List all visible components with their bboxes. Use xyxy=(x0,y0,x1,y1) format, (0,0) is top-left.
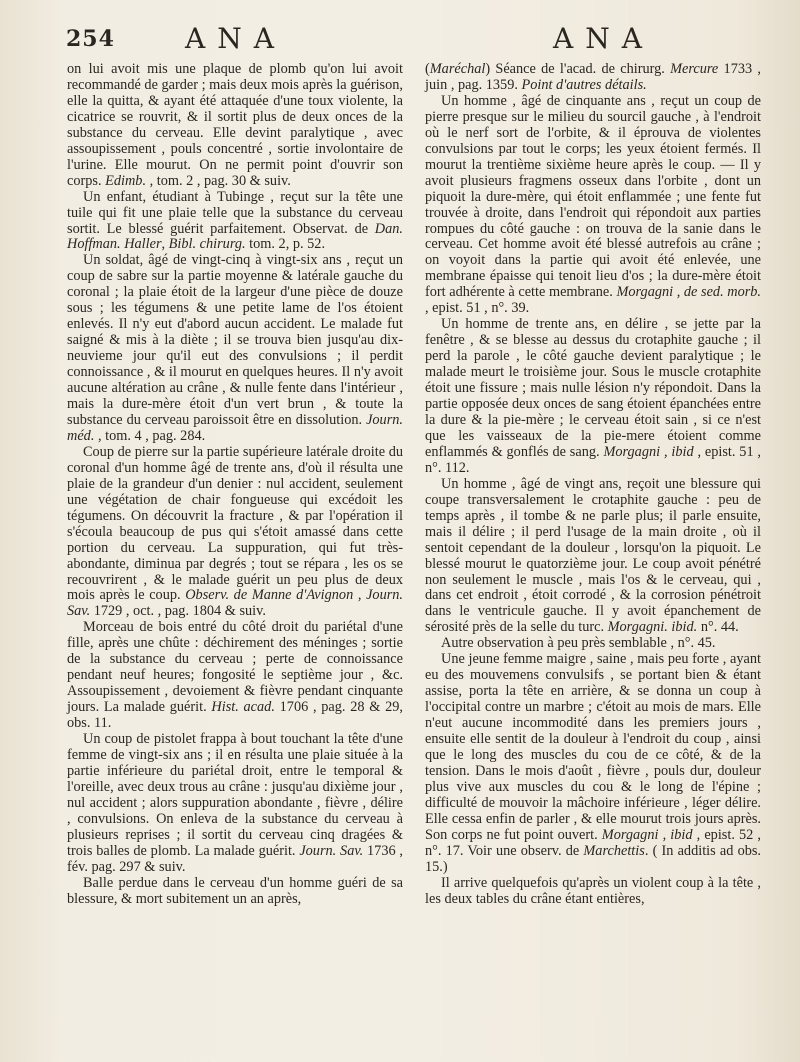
italic-citation: Journ. méd. xyxy=(67,411,403,444)
italic-citation: Morgagni. ibid. xyxy=(607,619,698,636)
text-run: Il arrive quelquefois qu'après un violent coup à la tête , les deux tables du crâne étant entières, xyxy=(425,874,761,907)
paragraph xyxy=(67,253,403,444)
text-run: 1736 , fév. pag. 297 & suiv. xyxy=(67,842,404,875)
text-run: , epist. 51 , n°. 112. xyxy=(425,443,762,476)
text-run: ( xyxy=(425,61,430,77)
italic-citation: Observ. de Manne d'Avignon , Journ. Sav. xyxy=(67,587,404,620)
text-run: , epist. 51 , n°. 39. xyxy=(425,300,530,317)
page-header xyxy=(0,18,800,58)
italic-citation: Maréchal xyxy=(429,61,486,77)
text-run: 1729 , oct. , pag. 1804 & suiv. xyxy=(90,603,266,620)
text-run: Balle perdue dans le cerveau d'un homme guéri de sa blessure, & mort subitement un an après, xyxy=(67,874,403,907)
italic-citation: Point d'autres détails. xyxy=(521,76,647,93)
text-run: , epist. 52 , n°. 17. Voir une observ. de xyxy=(425,826,762,859)
paragraph xyxy=(67,732,403,876)
paragraph xyxy=(425,652,761,875)
text-run: Un soldat, âgé de vingt-cinq à vingt-six ans , reçut un coup de sabre sur la partie moyenne & latérale gauche du coronal ; la plaie étoit de la largeur d'une pièce de douze sous ; les tégumens & une petite lame de l'os étoient enlevés. Il n'y eut d'abord aucun accident. Le malade fut saigné & mis à la diète ; il se trouva bien jusqu'au dix-neuvieme jour qu'il eut des convulsions ; il perdit connoissance , & il mourut en quelques heures. Il n'y avoit aucune altération au crâne , & nulle fente dans l'intérieur , mais la dure-mère étoit d'un vert brun , & toute la substance du cerveau paroissoit être en dissolution. xyxy=(67,252,403,428)
paragraph xyxy=(67,620,403,732)
text-run: Un coup de pistolet frappa à bout touchant la tête d'une femme de vingt-six ans ; il en résulta une plaie située à la partie inférieure du pariétal droit, entre le temporal & l'oreille, avec deux trous au crâne : jusqu'au dixième jour , nul accident ; alors suppuration abondante , fièvre , délire , convulsions. On enleva de la substance du cerveau à plusieurs reprises ; il sortit du cerveau cinq dragées & trois balles de plomb. La malade guérit. xyxy=(67,731,403,859)
text-run: , tom. 2 , pag. 30 & suiv. xyxy=(146,172,291,189)
italic-citation: Morgagni , de sed. morb. xyxy=(616,284,762,301)
running-title-right: ANA xyxy=(553,22,654,55)
text-run: , xyxy=(161,236,169,253)
text-run: Morceau de bois entré du côté droit du pariétal d'une fille, après une chûte : déchirement des méninges ; sortie de la substance du cerveau ; perte de connoissance pendant neuf heures; fongosité le septième jour , &c. Assoupissement , devoiement & fièvre pendant cinquante jours. La malade guérit. xyxy=(67,619,403,716)
paragraph xyxy=(67,445,403,620)
paragraph xyxy=(425,62,761,94)
left-column xyxy=(67,62,403,908)
text-run: Un homme de trente ans, en délire , se jette par la fenêtre , & se blesse au dessus du crotaphite gauche ; il perd la parole , le côté gauche devient paralytique ; le malade meurt le troisième jour. Sous le muscle crotaphite étoit une fissure ; mais nulle lésion n'y répondoit. Dans la partie opposée deux onces de sang étoient épanchées entre la dure & la pie-mère ; le cerveau étoit sain , si ce n'est que les vaisseaux de la pie-mere étoient comme enflammés & gonflés de sang. xyxy=(425,316,761,460)
italic-citation: Morgagni , ibid xyxy=(603,443,694,460)
text-run: Autre observation à peu près semblable , n°. 45. xyxy=(441,635,716,652)
text-run: , tom. 4 , pag. 284. xyxy=(94,427,206,444)
right-column xyxy=(425,62,761,908)
paragraph xyxy=(425,94,761,317)
text-run: on lui avoit mis une plaque de plomb qu'on lui avoit recommandé de garder ; mais deux mois après la guérison, elle la quitta, & ayant été attaquée d'une toux violente, la cicatrice se rouvrit, & il sortit plus de deux onces de la substance du cerveau. Elle devint paralytique , avec assoupissement , pouls concentré , sortie involontaire de l'urine. Elle mourut. On ne permit point d'ouvrir son corps. xyxy=(67,61,403,189)
text-run: Un homme , âgé de cinquante ans , reçut un coup de pierre presque sur le milieu du sourcil gauche , à l'endroit où le nerf sort de l'orbite, & il éprouva de violentes convulsions par tout le corps; les yeux étoient fermés. Il mourut la trentième sixième heure après le coup. — Il y avoit plusieurs fragmens osseux dans l'orbite , dont un piquoit la dure-mère, qui étoit enflammée ; une fente fut trouvée à droite, dans l'endroit qui répondoit aux parties rompues du côté gauche : on trouva de la sanie dans le cerveau. Cet homme avoit été blessé autrefois au crâne ; on voyoit dans la partie qui avoit été enlevée, une membrane épaisse qui tenoit lieu d'os ; la dure-mère étoit fort adhérente à cette membrane. xyxy=(425,92,761,301)
running-title-left: ANA xyxy=(185,22,286,55)
text-run: Un enfant, étudiant à Tubinge , reçut sur la tête une tuile qui fit une plaie telle que la substance du cerveau sortit. Le blessé guérit parfaitement. Observat. de xyxy=(67,188,403,237)
paragraph xyxy=(425,636,761,652)
paragraph xyxy=(67,62,403,190)
paragraph xyxy=(425,317,761,477)
text-run: n°. 44. xyxy=(697,619,739,636)
page-number: 254 xyxy=(66,26,115,52)
italic-citation: Edimb. xyxy=(105,172,147,189)
text-run: 1733 , juin , pag. 1359. xyxy=(425,61,761,93)
paragraph xyxy=(67,876,403,908)
italic-citation: Mercure xyxy=(670,61,719,77)
paragraph xyxy=(67,190,403,254)
text-run: tom. 2, p. 52. xyxy=(245,236,326,253)
text-run: Une jeune femme maigre , saine , mais peu forte , ayant eu des mouvemens convulsifs , se portant bien & étant assise, porta la tête en arrière, & se donna un coup à l'occipital contre un marbre ; c'étoit au mois de mars. Elle n'eut aucune incommodité dans les premiers jours , ensuite elle sentit de la douleur à l'endroit du coup , ainsi que le long des muscles du cou de ce côté, & de la tension. Dans le mois d'août , fièvre , pouls dur, douleur plus vive aux muscles du cou & le long de l'épine ; difficulté de mouvoir la mâchoire inférieure , léger délire. Elle cessa enfin de parler , & elle mourut trois jours après. Son corps ne fut point ouvert. xyxy=(425,651,761,843)
text-run: 1706 , pag. 28 & 29, obs. 11. xyxy=(67,699,403,732)
italic-citation: Journ. Sav. xyxy=(299,842,364,859)
italic-citation: Dan. Hoffman. Haller xyxy=(67,220,403,253)
paragraph xyxy=(425,477,761,637)
italic-citation: Bibl. chirurg. xyxy=(168,236,246,253)
text-run: Coup de pierre sur la partie supérieure latérale droite du coronal d'un homme âgé de trente ans, d'où il résulta une plaie de la grandeur d'un denier : nul accident, seulement une végétation de chair fongueuse qui excédoit les tégumens. On découvrit la fracture , & par l'opération il s'écoula beaucoup de pus qui s'étoit amassé dans cette portion du cerveau. La suppuration, qui fut très-abondante, diminua par degrés ; tout se répara , les os se recouvrirent , & le malade guérit un peu plus de deux mois après le coup. xyxy=(67,443,403,604)
text-run: . ( In additis ad obs. 15.) xyxy=(425,842,761,875)
italic-citation: Hist. acad. xyxy=(211,699,275,716)
italic-citation: Morgagni , ibid xyxy=(601,826,693,843)
paragraph xyxy=(425,876,761,908)
text-run: Un homme , âgé de vingt ans, reçoit une blessure qui coupe transversalement le crotaphite gauche : peu de temps après , il tombe & ne parle plus; il parle ensuite, mais il délire ; il perd l'usage de la main droite , où il sentoit cependant de la douleur , lorsqu'on la piquoit. Le blessé mourut le quatorzième jour. Le coup avoit pénétré non seulement le muscle , mais l'os & le cerveau, qui , dans cet endroit , étoit corrodé , & la corrosion pénétroit dans le ventricule gauche. Il y avoit épanchement de sérosité près de la selle du turc. xyxy=(425,475,761,636)
italic-citation: Marchettis xyxy=(583,842,645,859)
text-run: ) Séance de l'acad. de chirurg. xyxy=(485,61,671,77)
